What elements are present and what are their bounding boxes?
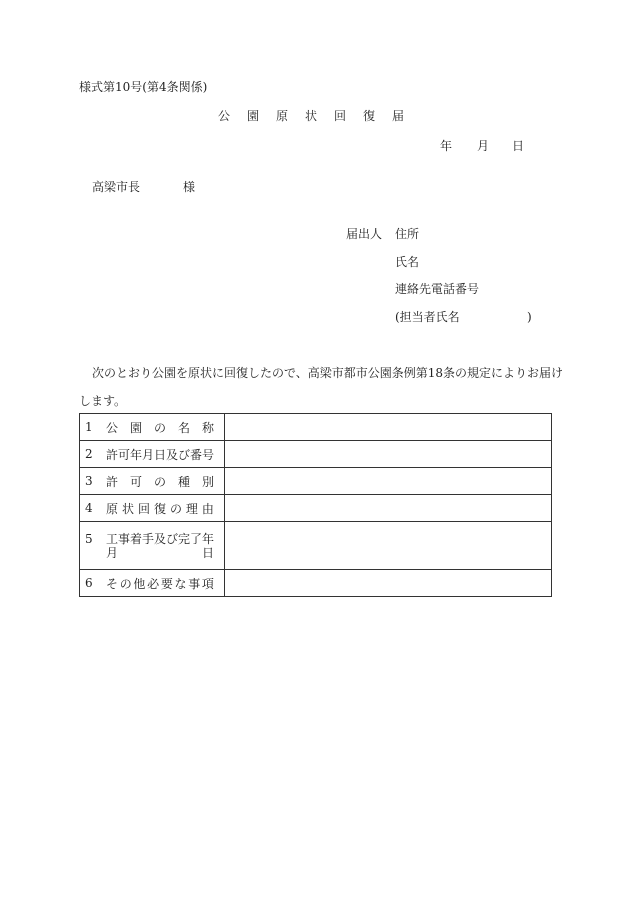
table-row-permit-date — [80, 441, 552, 468]
row-number: 2 — [85, 447, 93, 461]
permit-date-number-field[interactable] — [224, 441, 551, 468]
label-char: 由 — [201, 501, 214, 516]
date-month-label: 月 — [477, 139, 490, 153]
label-char: 名 — [177, 420, 190, 435]
label-char: 状 — [121, 501, 134, 516]
label-char: 理 — [185, 501, 198, 516]
address-label: 住所 — [395, 227, 420, 241]
label-text: 許可年月日及び番号 — [106, 447, 215, 462]
label-char: 種 — [177, 474, 190, 489]
table-row-park-name — [80, 414, 552, 441]
table-row-restoration-reason — [80, 495, 552, 522]
label-char: の — [153, 474, 166, 489]
table-row-other-matters — [80, 570, 552, 597]
label-char: 月 — [106, 546, 119, 560]
document-title: 公園原状回復届 — [218, 109, 422, 123]
label-char: の — [119, 576, 132, 591]
contact-person-close: ) — [527, 310, 532, 324]
row-label-permit-type — [80, 468, 225, 495]
addressee-name: 高梁市長 — [92, 180, 141, 194]
label-char: の — [153, 420, 166, 435]
label-char: 公 — [106, 420, 119, 435]
row-label-restoration-reason — [80, 495, 225, 522]
table-row-work-dates — [80, 522, 552, 570]
row-label-other-matters — [80, 570, 225, 597]
label-char: 日 — [201, 546, 214, 560]
contact-person-label: (担当者氏名 — [395, 310, 460, 324]
label-text: 工事着手及び完了年 — [106, 532, 215, 546]
label-char: 項 — [201, 576, 214, 591]
row-number: 6 — [85, 576, 93, 590]
row-label-park-name — [80, 414, 225, 441]
label-char: 許 — [106, 474, 119, 489]
row-label-permit-date — [80, 441, 225, 468]
label-char: 可 — [129, 474, 142, 489]
phone-label: 連絡先電話番号 — [395, 282, 480, 296]
table-row-permit-type — [80, 468, 552, 495]
label-char: 他 — [133, 576, 146, 591]
label-char: 要 — [160, 576, 173, 591]
applicant-label: 届出人 — [346, 227, 383, 241]
name-label: 氏名 — [395, 255, 420, 269]
other-matters-field[interactable] — [224, 570, 551, 597]
permit-type-field[interactable] — [224, 468, 551, 495]
label-char: 称 — [201, 420, 214, 435]
form-number: 様式第10号(第4条関係) — [79, 80, 208, 94]
label-char: な — [174, 576, 187, 591]
row-number: 4 — [85, 501, 93, 515]
addressee-suffix: 様 — [183, 180, 196, 194]
label-char: 必 — [147, 576, 160, 591]
label-char: の — [169, 501, 182, 516]
row-label-work-dates — [80, 522, 225, 570]
label-char: 復 — [153, 501, 166, 516]
label-char: 別 — [201, 474, 214, 489]
label-char: 園 — [129, 420, 142, 435]
restoration-reason-field[interactable] — [224, 495, 551, 522]
label-char: そ — [106, 576, 119, 591]
notification-table — [79, 413, 552, 597]
label-char: 回 — [137, 501, 150, 516]
body-text-line2: します。 — [79, 394, 127, 408]
row-number: 1 — [85, 420, 93, 434]
date-day-label: 日 — [512, 139, 525, 153]
row-number: 3 — [85, 474, 93, 488]
label-char: 原 — [106, 501, 119, 516]
park-name-field[interactable] — [224, 414, 551, 441]
work-dates-field[interactable] — [224, 522, 551, 570]
date-year-label: 年 — [440, 139, 453, 153]
row-number: 5 — [85, 532, 93, 546]
body-text-line1: 次のとおり公園を原状に回復したので、高梁市都市公園条例第18条の規定によりお届け — [92, 366, 564, 380]
label-char: 事 — [188, 576, 201, 591]
